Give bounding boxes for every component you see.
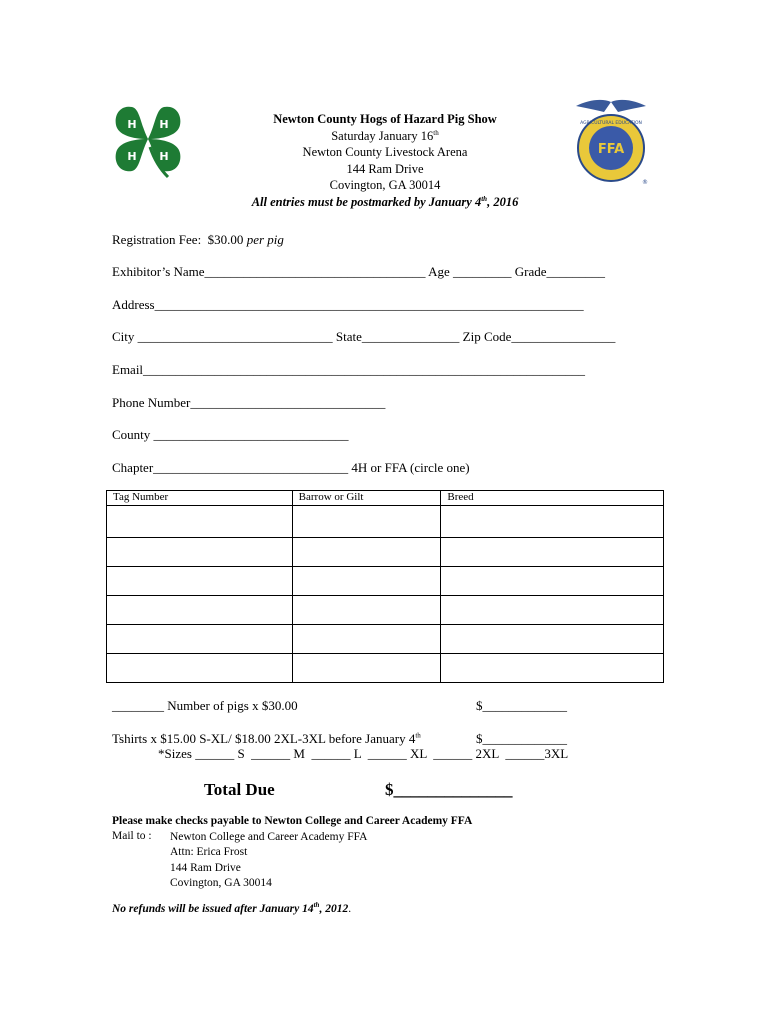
email-field[interactable]: Email____________________________________________________________________ bbox=[112, 362, 586, 377]
svg-text:AGRICULTURAL EDUCATION: AGRICULTURAL EDUCATION bbox=[580, 121, 642, 126]
checks-payable-note: Please make checks payable to Newton College and Career Academy FFA bbox=[112, 815, 473, 827]
table-cell[interactable] bbox=[441, 625, 664, 654]
tshirts-line: Tshirts x $15.00 S-XL/ $18.00 2XL-3XL before January 4th bbox=[112, 731, 421, 746]
ffa-emblem-logo bbox=[572, 96, 650, 188]
col-breed: Breed bbox=[441, 491, 664, 506]
table-cell[interactable] bbox=[292, 567, 441, 596]
table-cell[interactable] bbox=[107, 567, 293, 596]
mail-to-label: Mail to : bbox=[112, 830, 152, 842]
svg-text:FFA: FFA bbox=[597, 142, 625, 157]
table-cell[interactable] bbox=[441, 654, 664, 683]
number-of-pigs-field[interactable]: ________ Number of pigs x $30.00 bbox=[112, 698, 298, 713]
svg-text:H: H bbox=[159, 150, 169, 163]
svg-text:H: H bbox=[127, 150, 137, 163]
svg-text:®: ® bbox=[642, 179, 648, 186]
pigs-amount-field[interactable]: $_____________ bbox=[476, 698, 567, 713]
chapter-field[interactable]: Chapter______________________________ 4H or FFA (circle one) bbox=[112, 460, 470, 475]
table-row bbox=[107, 596, 664, 625]
table-row bbox=[107, 506, 664, 538]
svg-text:H: H bbox=[159, 118, 169, 131]
tshirt-sizes-field[interactable]: *Sizes ______ S ______ M ______ L ______ XL ______ 2XL ______3XL bbox=[158, 746, 569, 761]
col-barrow-or-gilt: Barrow or Gilt bbox=[292, 491, 441, 506]
total-due-label: Total Due bbox=[204, 780, 275, 799]
table-cell[interactable] bbox=[107, 654, 293, 683]
table-row bbox=[107, 654, 664, 683]
mail-attn: Attn: Erica Frost bbox=[170, 846, 248, 859]
event-city: Covington, GA 30014 bbox=[329, 178, 441, 192]
tshirts-amount-field[interactable]: $_____________ bbox=[476, 731, 567, 746]
exhibitor-name-field[interactable]: Exhibitor’s Name__________________________________ Age _________ Grade_________ bbox=[112, 264, 605, 279]
header-block bbox=[200, 111, 570, 210]
registration-fee: Registration Fee: $30.00 per pig bbox=[112, 232, 284, 247]
table-row bbox=[107, 567, 664, 596]
svg-text:H: H bbox=[127, 118, 137, 131]
table-cell[interactable] bbox=[441, 538, 664, 567]
county-field[interactable]: County ______________________________ bbox=[112, 427, 349, 442]
event-venue: Newton County Livestock Arena bbox=[302, 145, 468, 159]
event-street: 144 Ram Drive bbox=[346, 161, 424, 176]
refund-notice: No refunds will be issued after January 14th, 2012. bbox=[112, 901, 352, 915]
total-due-amount[interactable]: $______________ bbox=[385, 780, 513, 799]
mailing-address bbox=[170, 830, 367, 891]
event-date: Saturday January 16th bbox=[331, 128, 439, 143]
table-cell[interactable] bbox=[292, 538, 441, 567]
address-field[interactable]: Address__________________________________________________________________ bbox=[112, 297, 584, 312]
table-row bbox=[107, 538, 664, 567]
table-cell[interactable] bbox=[441, 506, 664, 538]
table-cell[interactable] bbox=[292, 625, 441, 654]
table-cell[interactable] bbox=[107, 506, 293, 538]
table-header-row bbox=[107, 491, 664, 506]
table-cell[interactable] bbox=[441, 567, 664, 596]
table-cell[interactable] bbox=[107, 625, 293, 654]
table-cell[interactable] bbox=[292, 506, 441, 538]
mail-city: Covington, GA 30014 bbox=[170, 876, 272, 889]
col-tag-number: Tag Number bbox=[107, 491, 293, 506]
event-title: Newton County Hogs of Hazard Pig Show bbox=[273, 112, 497, 126]
table-row bbox=[107, 625, 664, 654]
postmark-notice: All entries must be postmarked by January 4th, 2016 bbox=[251, 194, 519, 209]
phone-field[interactable]: Phone Number______________________________ bbox=[112, 395, 386, 410]
4h-clover-logo bbox=[110, 103, 186, 181]
table-cell[interactable] bbox=[107, 538, 293, 567]
table-cell[interactable] bbox=[441, 596, 664, 625]
table-cell[interactable] bbox=[292, 596, 441, 625]
city-state-zip-field[interactable]: City ______________________________ State_______________ Zip Code________________ bbox=[112, 329, 616, 344]
pig-entry-table bbox=[106, 490, 664, 683]
table-cell[interactable] bbox=[107, 596, 293, 625]
mail-name: Newton College and Career Academy FFA bbox=[170, 831, 368, 843]
table-cell[interactable] bbox=[292, 654, 441, 683]
mail-street: 144 Ram Drive bbox=[170, 861, 241, 874]
